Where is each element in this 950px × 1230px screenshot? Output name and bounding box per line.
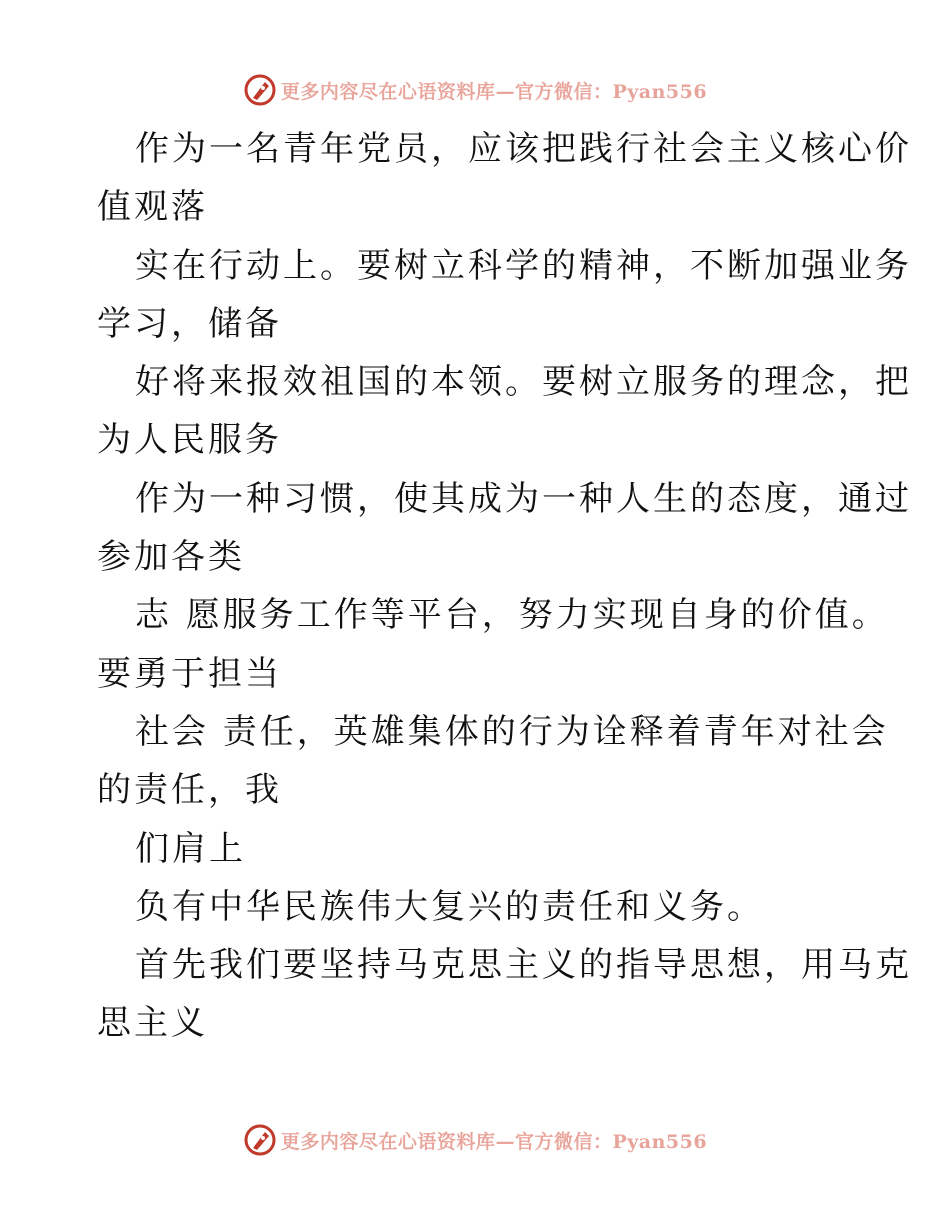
footer-brand-text: 更多内容尽在心语资料库: [280, 1130, 496, 1153]
text-line: 负有中华民族伟大复兴的责任和义务。: [135, 886, 764, 927]
document-body: [97, 120, 912, 1053]
text-line: 实在行动上。要树立科学的精神，不断加强业务: [135, 245, 912, 286]
text-line: 社会 责任，英雄集体的行为诠释着青年对社会: [135, 711, 889, 752]
text-line: 要勇于担当: [97, 653, 282, 694]
text-line: 们肩上: [135, 828, 246, 869]
text-line: 参加各类: [97, 537, 245, 578]
text-line: 志 愿服务工作等平台，努力实现自身的价值。: [135, 595, 889, 636]
text-line: 为人民服务: [97, 420, 282, 461]
text-line: 思主义: [97, 1003, 208, 1044]
text-line: 作为一种习惯，使其成为一种人生的态度，通过: [135, 478, 912, 519]
text-line: 的责任，我: [97, 770, 282, 811]
text-line: 好将来报效祖国的本领。要树立服务的理念，把: [135, 362, 912, 403]
header-wechat-text: —官方微信：Pyan556: [495, 80, 708, 103]
footer-wechat-text: —官方微信：Pyan556: [495, 1130, 708, 1153]
header-brand-text: 更多内容尽在心语资料库: [280, 80, 496, 103]
text-line: 作为一名青年党员，应该把践行社会主义核心价: [135, 129, 912, 169]
text-line: 学习，储备: [97, 303, 282, 344]
pen-nib-logo-icon: [243, 73, 277, 107]
header-watermark: [0, 70, 950, 110]
text-line: 值观落: [97, 187, 208, 228]
footer-watermark: [0, 1120, 950, 1160]
text-line: 首先我们要坚持马克思主义的指导思想，用马克: [135, 945, 912, 986]
pen-nib-logo-icon: [243, 1123, 277, 1157]
